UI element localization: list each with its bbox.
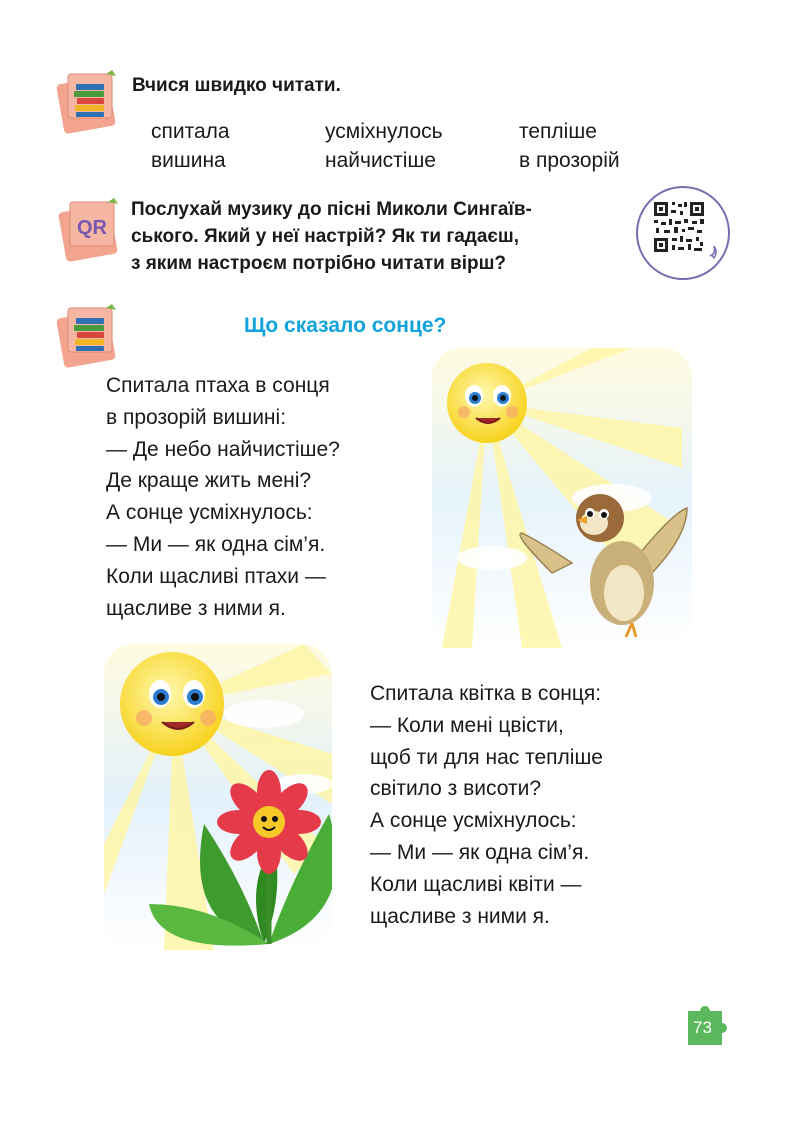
poem-line: — Коли мені цвісти,: [370, 713, 564, 737]
word-list: [151, 117, 620, 175]
poem-line: Коли щасливі птахи —: [106, 564, 326, 588]
poem-line: щасливе з ними я.: [106, 596, 286, 620]
poem-line: в прозорій вишині:: [106, 405, 287, 429]
poem-line: Де краще жить мені?: [106, 469, 312, 493]
word-row: [151, 146, 620, 175]
word: найчистіше: [325, 149, 436, 172]
poem-title: Що сказало сонце?: [244, 314, 447, 337]
qr-badge-icon: [58, 198, 126, 262]
stanza-1: [106, 370, 340, 624]
poem-line: світило з висоти?: [370, 777, 542, 801]
poem-line: Коли щасливі квіти —: [370, 872, 582, 896]
stanza-2: [370, 678, 603, 932]
task-line: Послухай музику до пісні Миколи Сингаїв-: [131, 199, 532, 220]
word: тепліше: [519, 120, 597, 143]
poem-line: — Ми — як одна сім’я.: [106, 532, 326, 556]
sun-and-flower-illustration: [104, 644, 332, 950]
word-row: [151, 117, 620, 146]
poem-line: щоб ти для нас тепліше: [370, 745, 603, 769]
poem-line: — Де небо найчистіше?: [106, 437, 340, 461]
task-line: ського. Який у неї настрій? Як ти гадаєш,: [131, 226, 520, 247]
listening-task: [131, 196, 626, 277]
word: усміхнулось: [325, 120, 443, 143]
sun-and-bird-illustration: [432, 348, 692, 648]
exercise-heading: Вчися швидко читати.: [132, 75, 341, 96]
task-line: з яким настроєм потрібно читати вірш?: [131, 253, 507, 274]
poem-line: А сонце усміхнулось:: [106, 501, 313, 525]
books-icon: [56, 70, 124, 134]
poem-line: А сонце усміхнулось:: [370, 809, 577, 833]
word: вишина: [151, 149, 226, 172]
poem-line: щасливе з ними я.: [370, 904, 550, 928]
qr-code-icon: [636, 186, 730, 280]
poem-line: Спитала птаха в сонця: [106, 374, 330, 397]
books-icon: [56, 304, 124, 368]
qr-code-link[interactable]: [636, 186, 730, 280]
page-number: 73: [693, 1018, 712, 1037]
word: спитала: [151, 120, 230, 143]
word: в прозорій: [519, 149, 620, 172]
poem-line: Спитала квітка в сонця:: [370, 682, 602, 705]
poem-line: — Ми — як одна сім’я.: [370, 840, 590, 864]
qr-label: QR: [77, 217, 107, 239]
